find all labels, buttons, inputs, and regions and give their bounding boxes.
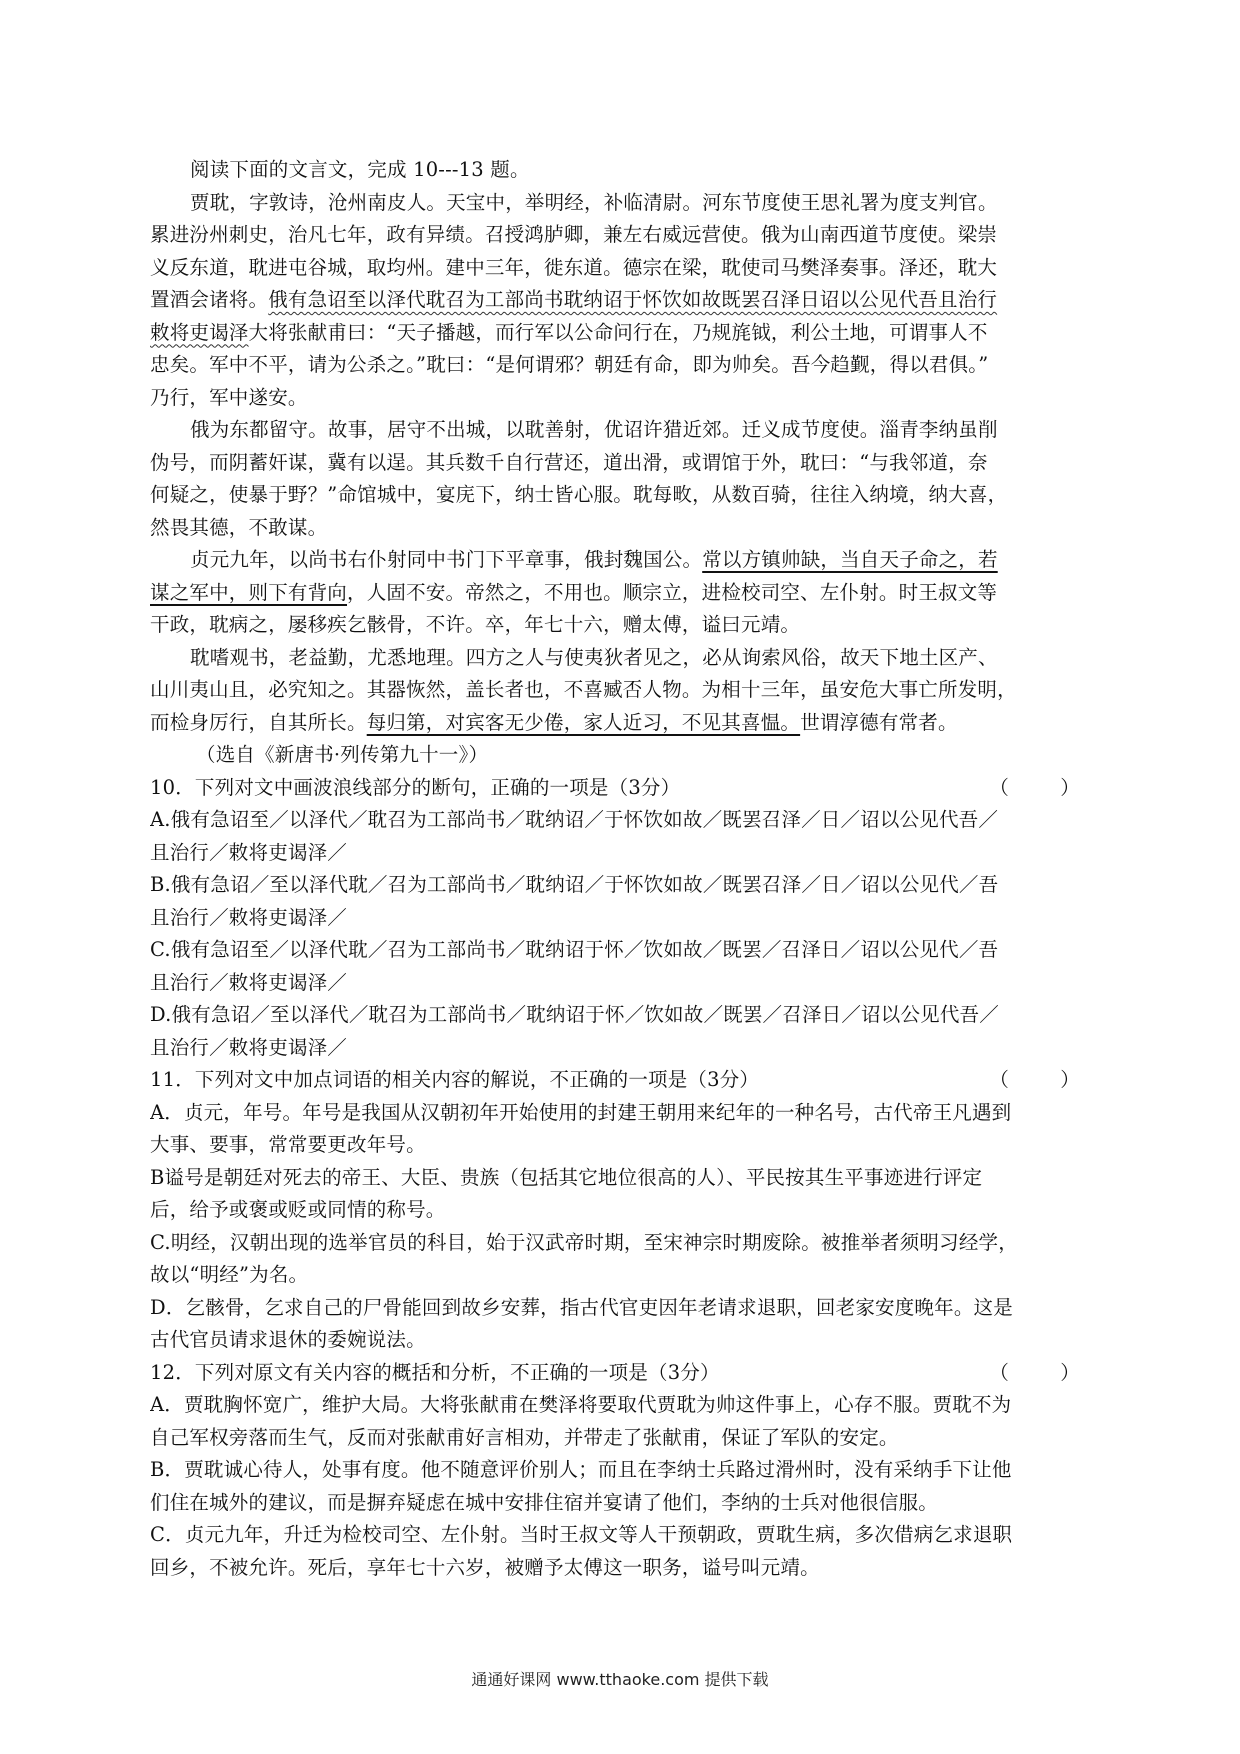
plain-text: 大将张献甫曰：“天子播越，而行军以公命问行在，乃规旄钺，利公土地，可谓事人不 — [248, 320, 988, 344]
passage-line: 义反东道，耽进屯谷城，取均州。建中三年，徙东道。德宗在梁，耽使司马樊泽奏事。泽还，耽大 — [150, 255, 998, 279]
stem-text: 10．下列对文中画波浪线部分的断句，正确的一项是（3分） — [150, 775, 681, 799]
passage-line — [150, 707, 1098, 740]
option-a-cont: 大事、要事，常常要更改年号。 — [150, 1133, 426, 1156]
question-12 — [150, 1357, 1098, 1585]
option-b-cont: 且治行／敕将吏谒泽／ — [150, 905, 348, 929]
option-a-cont: 自己军权旁落而生气，反而对张献甫好言相劝，并带走了张献甫，保证了军队的安定。 — [150, 1425, 899, 1449]
passage-line: 忠矣。军中不平，请为公杀之。”耽曰：“是何谓邪？朝廷有命，即为帅矣。吾今趋觐，得以君俱。” — [150, 353, 989, 376]
document-body — [150, 154, 1098, 1584]
passage-line: 干政，耽病之，屡移疾乞骸骨，不许。卒，年七十六，赠太傅，谥曰元靖。 — [150, 613, 801, 636]
source-citation: （选自《新唐书·列传第九十一》） — [196, 743, 489, 766]
passage-line — [150, 284, 1098, 317]
option-b: B．贾耽诚心待人，处事有度。他不随意评价别人；而且在李纳士兵路过滑州时，没有采纳手下让他 — [150, 1458, 1012, 1481]
passage-paragraph-2 — [150, 414, 1098, 544]
option-d: D．乞骸骨，乞求自己的尸骨能回到故乡安葬，指古代官吏因年老请求退职，回老家安度晚年。这是 — [150, 1295, 1013, 1319]
passage-line: 累进汾州刺史，治凡七年，政有异绩。召授鸿胪卿，兼左右威远营使。俄为山南西道节度使。梁崇 — [150, 223, 998, 246]
passage-line — [150, 544, 1098, 577]
passage-line — [150, 577, 1098, 610]
question-stem — [150, 1064, 1098, 1097]
passage-line: 贾耽，字敦诗，沧州南皮人。天宝中，举明经，补临清尉。河东节度使王思礼署为度支判官。 — [190, 190, 998, 214]
option-d-cont: 古代官员请求退休的委婉说法。 — [150, 1328, 426, 1351]
passage-line: 伪号，而阴蓄奸谋，冀有以逞。其兵数千自行营还，道出滑，或谓馆于外，耽曰：“与我邻道，奈 — [150, 450, 988, 474]
answer-blank: （ ） — [989, 775, 1080, 799]
underlined-text: 谋之军中，则下有背向 — [150, 580, 348, 604]
option-c-cont: 故以“明经”为名。 — [150, 1263, 309, 1286]
underlined-text: 每归第，对宾客无少倦，家人近习，不见其喜愠。 — [366, 710, 801, 734]
wavy-underlined-text: 敕将吏谒泽 — [150, 320, 249, 344]
passage-paragraph-1 — [150, 187, 1098, 415]
option-a: A．贞元，年号。年号是我国从汉朝初年开始使用的封建王朝用来纪年的一种名号，古代帝王凡遇到 — [150, 1100, 1012, 1124]
plain-text: 世谓淳德有常者。 — [800, 710, 958, 734]
passage-line: 耽嗜观书，老益勤，尤悉地理。四方之人与使夷狄者见之，必从询索风俗，故天下地土区产、 — [190, 645, 998, 669]
page-footer: 通通好课网 www.tthaoke.com 提供下载 — [471, 1670, 769, 1689]
passage-paragraph-3 — [150, 544, 1098, 642]
plain-text: ，人固不安。帝然之，不用也。顺宗立，进检校司空、左仆射。时王叔文等 — [347, 580, 998, 604]
wavy-underlined-text: 俄有急诏至以泽代耽召为工部尚书耽纳诏于怀饮如故既罢召泽日诏以公见代吾且治行 — [268, 288, 998, 311]
option-c-cont: 且治行／敕将吏谒泽／ — [150, 970, 348, 994]
option-a: A．贾耽胸怀宽广，维护大局。大将张献甫在樊泽将要取代贾耽为帅这件事上，心存不服。贾耽不为 — [150, 1393, 1012, 1416]
passage-line: 乃行，军中遂安。 — [150, 385, 308, 409]
answer-blank: （ ） — [989, 1068, 1080, 1091]
option-c: C．贞元九年，升迁为检校司空、左仆射。当时王叔文等人干预朝政，贾耽生病，多次借病乞求退职 — [150, 1523, 1013, 1546]
question-11 — [150, 1064, 1098, 1357]
passage-line: 何疑之，使暴于野？”命馆城中，宴庑下，纳士皆心服。耽每畋，从数百骑，往往入纳境，纳大喜， — [150, 483, 1008, 506]
option-b-cont: 们住在城外的建议，而是摒弃疑虑在城中安排住宿并宴请了他们，李纳的士兵对他很信服。 — [150, 1490, 939, 1514]
option-c-cont: 回乡，不被允许。死后，享年七十六岁，被赠予太傅这一职务，谥号叫元靖。 — [150, 1555, 820, 1579]
answer-blank: （ ） — [989, 1360, 1080, 1384]
underlined-text: 常以方镇帅缺，当自天子命之，若 — [702, 548, 998, 571]
option-d-cont: 且治行／敕将吏谒泽／ — [150, 1035, 348, 1059]
option-a: A.俄有急诏至／以泽代／耽召为工部尚书／耽纳诏／于怀饮如故／既罢召泽／日／诏以公见代吾／ — [150, 808, 999, 831]
option-b: B.俄有急诏／至以泽代耽／召为工部尚书／耽纳诏／于怀饮如故／既罢召泽／日／诏以公见代／吾 — [150, 873, 999, 896]
option-a-cont: 且治行／敕将吏谒泽／ — [150, 840, 348, 864]
passage-line: 俄为东都留守。故事，居守不出城，以耽善射，优诏许猎近郊。迁义成节度使。淄青李纳虽削 — [190, 418, 998, 441]
passage-line — [150, 317, 1098, 350]
intro-line: 阅读下面的文言文，完成 10---13 题。 — [190, 158, 530, 181]
passage-line: 然畏其德，不敢谋。 — [150, 515, 328, 539]
option-b: B谥号是朝廷对死去的帝王、大臣、贵族（包括其它地位很高的人）、平民按其生平事迹进行评定 — [150, 1165, 983, 1189]
passage-line: 山川夷山且，必究知之。其器恢然，盖长者也，不喜臧否人物。为相十三年，虽安危大事亡所发明， — [150, 678, 1017, 701]
question-stem — [150, 1357, 1098, 1390]
stem-text: 11．下列对文中加点词语的相关内容的解说，不正确的一项是（3分） — [150, 1068, 760, 1091]
plain-text: 置酒会诸将。 — [150, 288, 269, 311]
stem-text: 12．下列对原文有关内容的概括和分析，不正确的一项是（3分） — [150, 1360, 720, 1384]
option-c: C.俄有急诏至／以泽代耽／召为工部尚书／耽纳诏于怀／饮如故／既罢／召泽日／诏以公见代／吾 — [150, 938, 999, 961]
option-c: C.明经，汉朝出现的选举官员的科目，始于汉武帝时期，至宋神宗时期废除。被推举者须明习经学， — [150, 1230, 1018, 1254]
option-b-cont: 后，给予或褒或贬或同情的称号。 — [150, 1198, 446, 1221]
option-d: D.俄有急诏／至以泽代／耽召为工部尚书／耽纳诏于怀／饮如故／既罢／召泽日／诏以公见代吾／ — [150, 1003, 999, 1026]
plain-text: 贞元九年，以尚书右仆射同中书门下平章事，俄封魏国公。 — [190, 548, 703, 571]
passage-paragraph-4 — [150, 642, 1098, 740]
question-10 — [150, 772, 1098, 1065]
plain-text: 而检身厉行，自其所长。 — [150, 710, 367, 734]
question-stem — [150, 772, 1098, 805]
